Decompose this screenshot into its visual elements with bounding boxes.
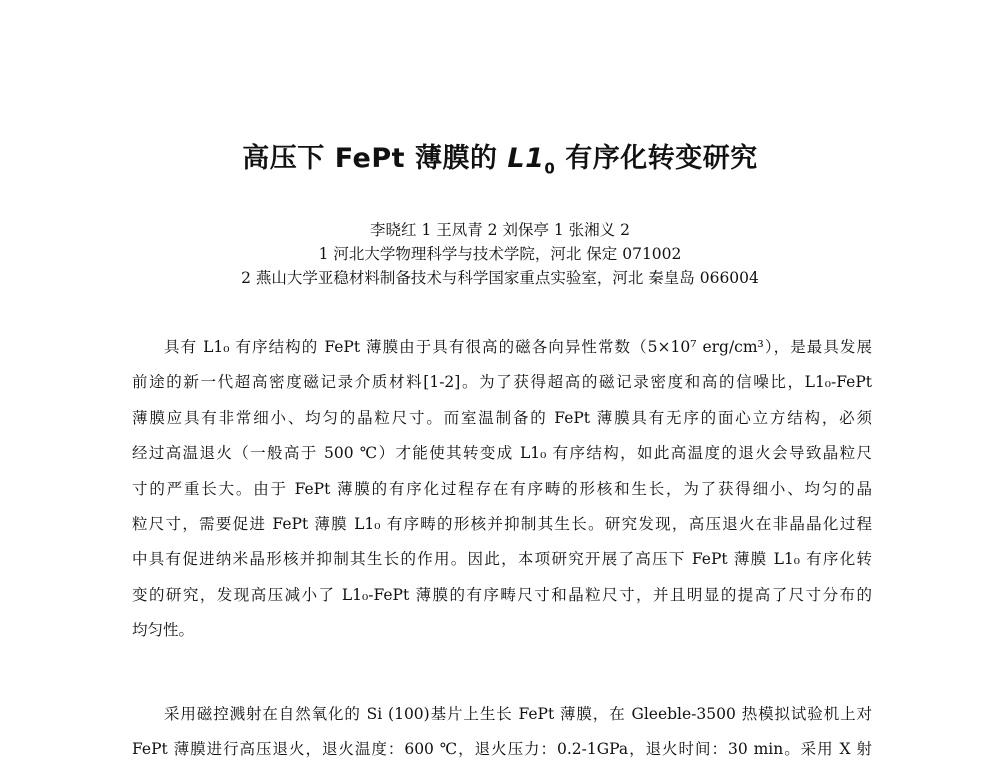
paragraph-line: 变的研究，发现高压减小了 L1₀-FePt 薄膜的有序畴尺寸和晶粒尺寸，并且明显的提高了尺寸分布的 bbox=[132, 585, 872, 604]
title-suffix: 有序化转变研究 bbox=[555, 143, 758, 174]
paragraph-line: 中具有促进纳米晶形核并抑制其生长的作用。因此，本项研究开展了高压下 FePt 薄膜 L1₀ 有序化转 bbox=[132, 550, 872, 569]
paragraph-line: 前途的新一代超高密度磁记录介质材料[1-2]。为了获得超高的磁记录密度和高的信噪比，L1₀-FePt bbox=[132, 373, 872, 392]
paper-title bbox=[0, 136, 1000, 177]
paragraph-line: 寸的严重长大。由于 FePt 薄膜的有序化过程存在有序畴的形核和生长，为了获得细小、均匀的晶 bbox=[132, 479, 872, 498]
author-block bbox=[0, 218, 1000, 290]
affiliation-2: 2 燕山大学亚稳材料制备技术与科学国家重点实验室，河北 秦皇岛 066004 bbox=[241, 269, 759, 287]
title-prefix: 高压下 FePt 薄膜的 bbox=[242, 143, 508, 174]
author-names: 李晓红 1 王凤青 2 刘保亭 1 张湘义 2 bbox=[370, 221, 630, 239]
title-l10: $L1_0$ bbox=[507, 143, 556, 178]
abstract-paragraph-2 bbox=[132, 697, 872, 768]
paragraph-line: 具有 L1₀ 有序结构的 FePt 薄膜由于具有很高的磁各向异性常数（5×10⁷ erg/cm³），是最具发展 bbox=[164, 338, 872, 356]
paragraph-line: FePt 薄膜进行高压退火，退火温度：600 ℃，退火压力：0.2-1GPa，退火时间：30 min。采用 X 射 bbox=[132, 740, 872, 759]
paragraph-line: 经过高温退火（一般高于 500 ℃）才能使其转变成 L1₀ 有序结构，如此高温度的退火会导致晶粒尺 bbox=[132, 444, 872, 463]
paragraph-line: 采用磁控溅射在自然氧化的 Si (100)基片上生长 FePt 薄膜，在 Gleeble-3500 热模拟试验机上对 bbox=[164, 705, 872, 723]
paragraph-line: 粒尺寸，需要促进 FePt 薄膜 L1₀ 有序畴的形核并抑制其生长。研究发现，高压退火在非晶晶化过程 bbox=[132, 515, 872, 534]
paragraph-line: 均匀性。 bbox=[132, 621, 195, 640]
paragraph-line: 薄膜应具有非常细小、均匀的晶粒尺寸。而室温制备的 FePt 薄膜具有无序的面心立方结构，必须 bbox=[132, 408, 872, 427]
abstract-paragraph-1 bbox=[132, 330, 872, 649]
affiliation-1: 1 河北大学物理科学与技术学院，河北 保定 071002 bbox=[318, 245, 682, 263]
